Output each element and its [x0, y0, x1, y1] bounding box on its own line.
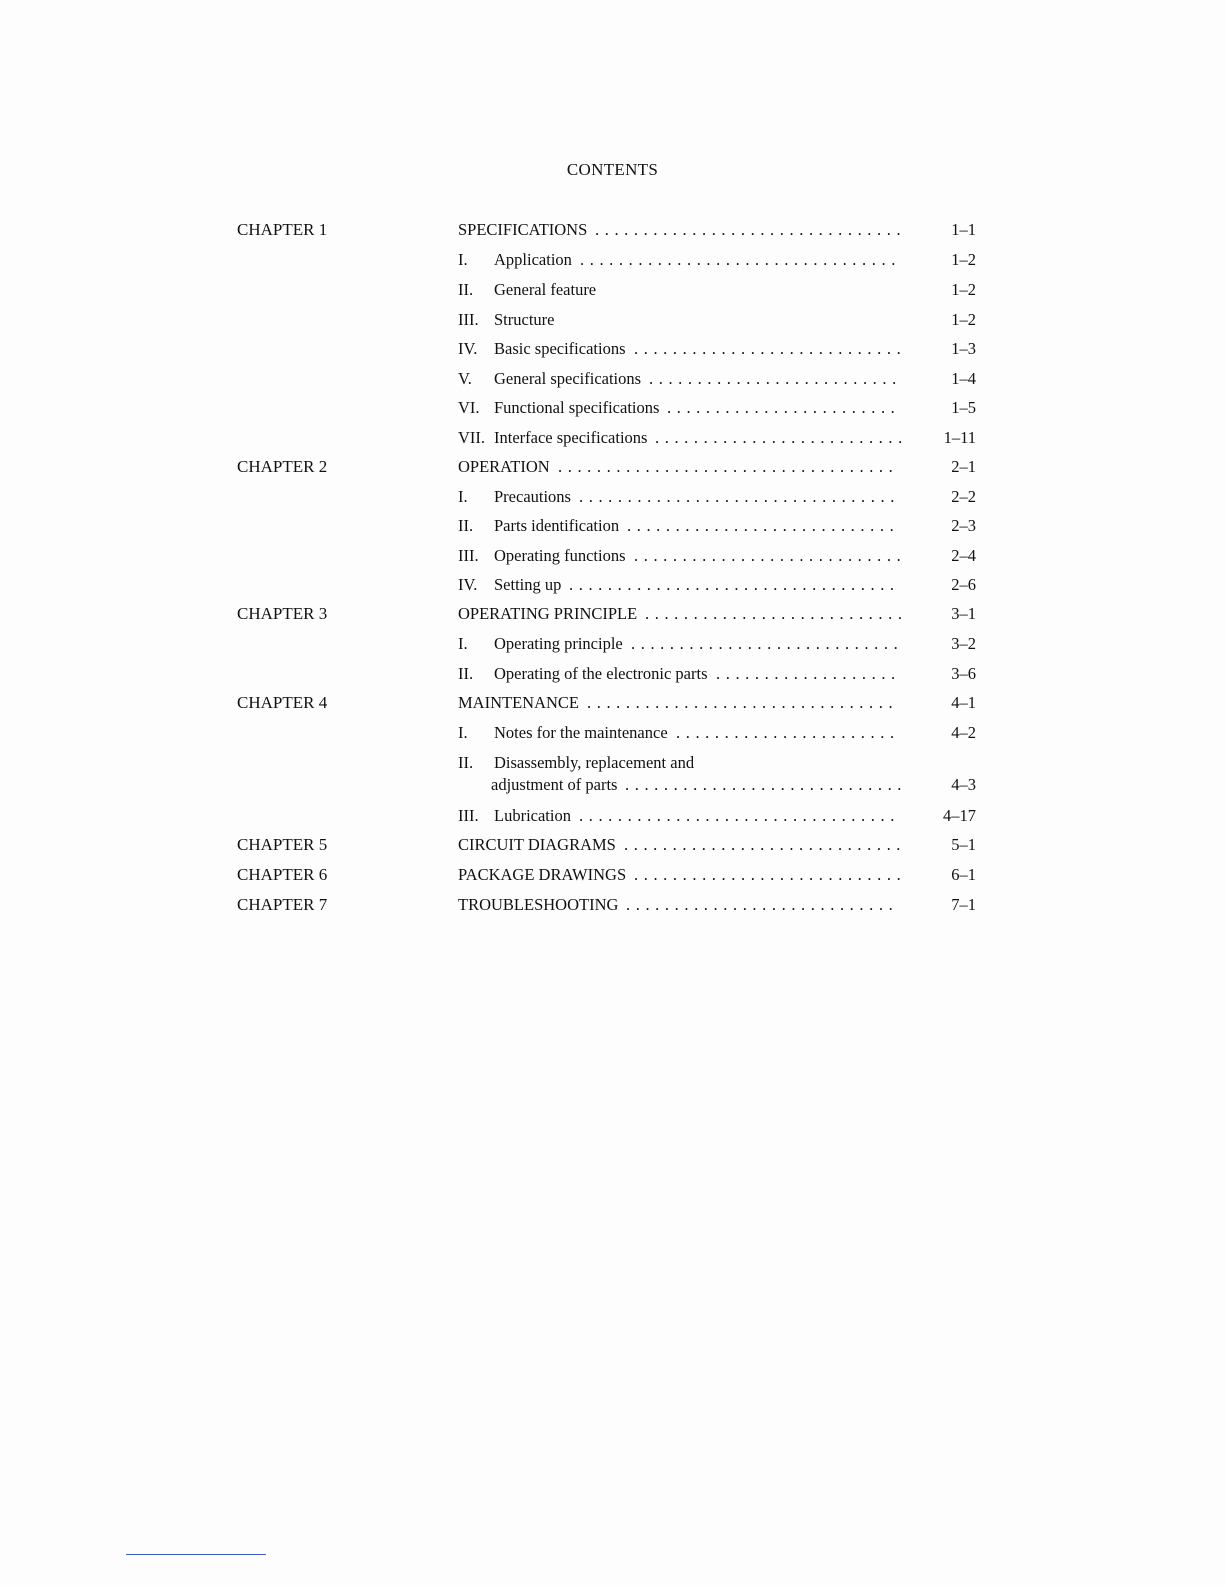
toc-entry [458, 369, 980, 393]
toc-entry [458, 806, 980, 830]
page-number: 1–3 [951, 339, 976, 358]
dot-leader: ................................. [579, 806, 900, 825]
dot-leader: ....................... [676, 723, 900, 742]
dot-leader: ........................... [645, 604, 908, 623]
chapter-label: CHAPTER 5 [237, 835, 328, 854]
entry-title: General feature [494, 280, 597, 299]
dot-leader: .......................... [649, 369, 902, 388]
toc-entry [458, 865, 980, 889]
entry-number: VI. [458, 398, 480, 417]
entry-title: General specifications [494, 369, 642, 388]
entry-number: III. [458, 310, 479, 329]
dot-leader: .................................. [569, 575, 900, 594]
entry-title: Setting up [494, 575, 562, 594]
page-number: 1–1 [951, 220, 976, 239]
dot-leader: ................... [716, 664, 901, 683]
dot-leader: ............................. [625, 775, 908, 794]
toc-entry [458, 753, 980, 801]
page-number: 1–11 [943, 428, 976, 447]
toc-entry [458, 723, 980, 747]
entry-number: I. [458, 634, 468, 653]
page-number: 4–1 [951, 693, 976, 712]
chapter-heading: OPERATION [458, 457, 550, 476]
toc-entry [458, 398, 980, 422]
entry-title: Application [494, 250, 572, 269]
toc-entry [458, 895, 980, 919]
dot-leader: ............................ [626, 895, 899, 914]
chapter-label: CHAPTER 6 [237, 865, 328, 884]
chapter-heading: CIRCUIT DIAGRAMS [458, 835, 616, 854]
page-number: 3–2 [951, 634, 976, 653]
toc-entry [458, 575, 980, 599]
entry-number: II. [458, 516, 474, 535]
page-number: 4–3 [951, 775, 976, 794]
entry-title: Operating of the electronic parts [494, 664, 708, 683]
entry-number: IV. [458, 575, 478, 594]
page-number: 2–6 [951, 575, 976, 594]
entry-number: I. [458, 723, 468, 742]
page-number: 5–1 [951, 835, 976, 854]
entry-title: Structure [494, 310, 555, 329]
chapter-heading: PACKAGE DRAWINGS [458, 865, 627, 884]
entry-number: V. [458, 369, 472, 388]
entry-number: III. [458, 806, 479, 825]
dot-leader: .......................... [655, 428, 908, 447]
dot-leader: ............................ [634, 546, 907, 565]
chapter-label: CHAPTER 1 [237, 220, 328, 239]
chapter-label: CHAPTER 2 [237, 457, 328, 476]
toc-entry [458, 693, 980, 717]
page-number: 1–5 [951, 398, 976, 417]
toc-entry [458, 546, 980, 570]
page-title: CONTENTS [566, 160, 659, 179]
page-number: 1–2 [951, 280, 976, 299]
chapter-heading: MAINTENANCE [458, 693, 579, 712]
page-number: 4–2 [951, 723, 976, 742]
toc-entry [458, 604, 980, 628]
dot-leader: ............................ [634, 865, 907, 884]
entry-number: I. [458, 487, 468, 506]
chapter-heading: SPECIFICATIONS [458, 220, 588, 239]
toc-entry [458, 428, 980, 452]
entry-title-continued: adjustment of parts [491, 775, 618, 794]
entry-title: Operating principle [494, 634, 623, 653]
page-number: 4–17 [943, 806, 976, 825]
chapter-label: CHAPTER 3 [237, 604, 328, 623]
page-number: 2–4 [951, 546, 976, 565]
toc-entry [458, 457, 980, 481]
dot-leader: ................................. [579, 487, 900, 506]
toc-entry [458, 516, 980, 540]
page-number: 6–1 [951, 865, 976, 884]
dot-leader: ............................ [634, 339, 907, 358]
entry-number: II. [458, 280, 474, 299]
toc-entry [458, 250, 980, 274]
page-number: 2–3 [951, 516, 976, 535]
entry-title: Notes for the maintenance [494, 723, 668, 742]
toc-entry [458, 339, 980, 363]
entry-number: III. [458, 546, 479, 565]
entry-title: Interface specifications [494, 428, 648, 447]
dot-leader: ........................ [667, 398, 901, 417]
dot-leader: ................................ [595, 220, 907, 239]
entry-number: I. [458, 250, 468, 269]
dot-leader: ................................. [580, 250, 901, 269]
toc-entry [458, 634, 980, 658]
dot-leader: ............................. [624, 835, 907, 854]
page-number: 1–2 [951, 310, 976, 329]
chapter-heading: TROUBLESHOOTING [458, 895, 619, 914]
entry-number: II. [458, 753, 474, 772]
page-number: 2–1 [951, 457, 976, 476]
toc-entry [458, 220, 980, 244]
entry-number: IV. [458, 339, 478, 358]
toc-entry [458, 835, 980, 859]
entry-title: Parts identification [494, 516, 620, 535]
entry-title: Basic specifications [494, 339, 626, 358]
entry-title: Disassembly, replacement and [494, 753, 695, 772]
page-number: 2–2 [951, 487, 976, 506]
entry-title: Operating functions [494, 546, 626, 565]
page-number: 7–1 [951, 895, 976, 914]
page-number: 1–4 [951, 369, 976, 388]
chapter-label: CHAPTER 4 [237, 693, 328, 712]
chapter-heading: OPERATING PRINCIPLE [458, 604, 638, 623]
chapter-label: CHAPTER 7 [237, 895, 328, 914]
toc-entry [458, 310, 980, 334]
entry-title: Lubrication [494, 806, 571, 825]
dot-leader: ................................... [558, 457, 899, 476]
dot-leader: ............................ [631, 634, 904, 653]
toc-entry [458, 280, 980, 304]
page-number: 3–6 [951, 664, 976, 683]
toc-entry [458, 664, 980, 688]
entry-title: Functional specifications [494, 398, 660, 417]
page-number: 1–2 [951, 250, 976, 269]
footer-rule [126, 1554, 266, 1555]
entry-number: VII. [458, 428, 486, 447]
toc-entry [458, 487, 980, 511]
entry-number: II. [458, 664, 474, 683]
page-number: 3–1 [951, 604, 976, 623]
dot-leader: ............................ [627, 516, 900, 535]
entry-title: Precautions [494, 487, 571, 506]
dot-leader: ................................ [587, 693, 899, 712]
